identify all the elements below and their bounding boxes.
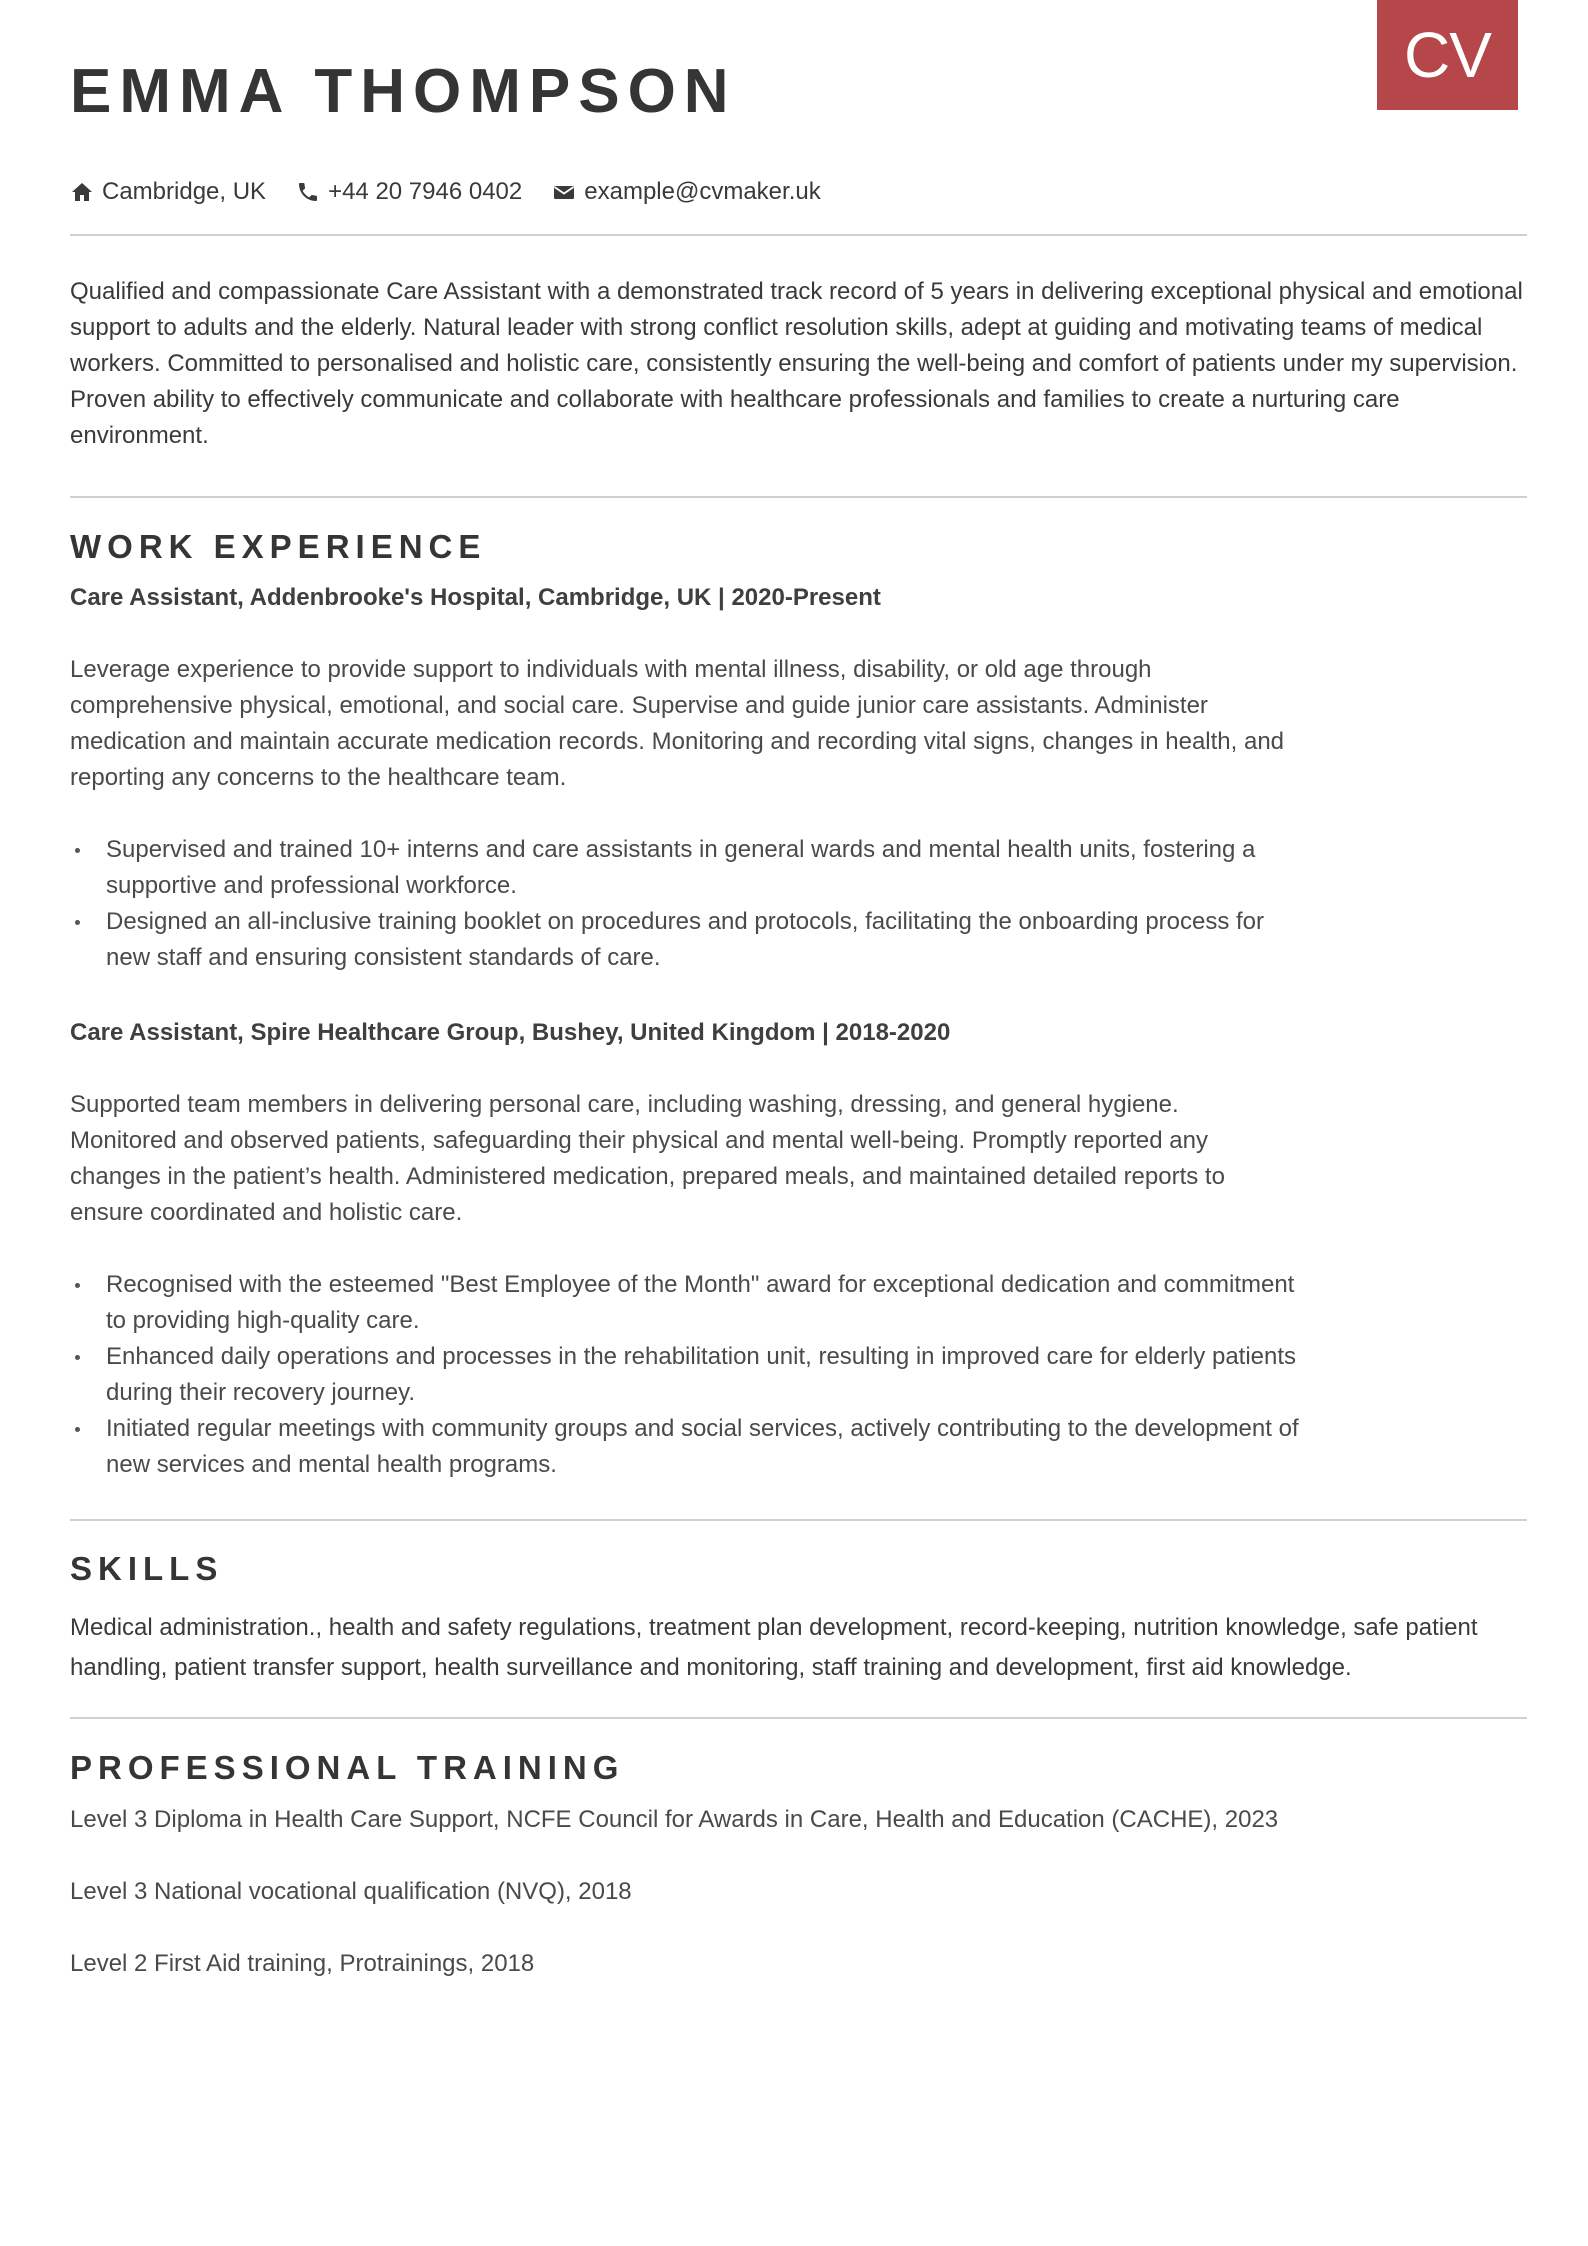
list-item: Supervised and trained 10+ interns and care assistants in general wards and mental health units, fostering a supportive and professional workforce. bbox=[70, 832, 1310, 904]
home-icon bbox=[70, 181, 94, 203]
divider bbox=[70, 1519, 1527, 1521]
divider bbox=[70, 234, 1527, 236]
achievement-list bbox=[70, 832, 1310, 976]
phone-icon bbox=[296, 180, 320, 204]
cv-badge: CV bbox=[1377, 0, 1518, 110]
skills-list: Medical administration., health and safety regulations, treatment plan development, record-keeping, nutrition knowledge, safe patient handling, patient transfer support, health surveillance and monitoring, staff training and development, first aid knowledge. bbox=[70, 1614, 1478, 1681]
achievement-list bbox=[70, 1267, 1310, 1483]
divider bbox=[70, 1717, 1527, 1719]
training-item: Level 3 Diploma in Health Care Support, NCFE Council for Awards in Care, Health and Education (CACHE), 2023 bbox=[70, 1806, 1279, 1833]
training-item: Level 3 National vocational qualification (NVQ), 2018 bbox=[70, 1878, 632, 1905]
contact-phone bbox=[296, 178, 522, 206]
profile-summary: Qualified and compassionate Care Assistant with a demonstrated track record of 5 years in delivering exceptional physical and emotional support to adults and the elderly. Natural leader with strong conflict resolution skills, adept at guiding and motivating teams of medical workers. Committed to personalised and holistic care, consistently ensuring the well-being and comfort of patients under my supervision. Proven ability to effectively communicate and collaborate with healthcare professionals and families to create a nurturing care environment. bbox=[70, 278, 1523, 449]
list-item: Designed an all-inclusive training booklet on procedures and protocols, facilitating the onboarding process for new staff and ensuring consistent standards of care. bbox=[70, 904, 1310, 976]
list-item: Recognised with the esteemed "Best Employee of the Month" award for exceptional dedication and commitment to providing high-quality care. bbox=[70, 1267, 1310, 1339]
section-title-work-experience: WORK EXPERIENCE bbox=[70, 528, 487, 565]
list-item: Initiated regular meetings with community groups and social services, actively contributing to the development of new services and mental health programs. bbox=[70, 1411, 1310, 1483]
contact-location bbox=[70, 178, 266, 206]
section-title-skills: SKILLS bbox=[70, 1550, 224, 1587]
job-description: Leverage experience to provide support to individuals with mental illness, disability, or old age through comprehensive physical, emotional, and social care. Supervise and guide junior care assistants. Administer medication and maintain accurate medication records. Monitoring and recording vital signs, changes in health, and reporting any concerns to the healthcare team. bbox=[70, 656, 1285, 791]
job-description: Supported team members in delivering personal care, including washing, dressing, and general hygiene. Monitored and observed patients, safeguarding their physical and mental well-being. Promptly reported any changes in the patient’s health. Administered medication, prepared meals, and maintained detailed reports to ensure coordinated and holistic care. bbox=[70, 1091, 1225, 1226]
job-title: Care Assistant, Spire Healthcare Group, Bushey, United Kingdom | 2018-2020 bbox=[70, 1019, 951, 1046]
email-link[interactable]: example@cvmaker.uk bbox=[584, 178, 821, 205]
training-item: Level 2 First Aid training, Protrainings, 2018 bbox=[70, 1950, 535, 1977]
location-text: Cambridge, UK bbox=[102, 178, 267, 205]
list-item: Enhanced daily operations and processes in the rehabilitation unit, resulting in improved care for elderly patients during their recovery journey. bbox=[70, 1339, 1310, 1411]
section-title-professional-training: PROFESSIONAL TRAINING bbox=[70, 1749, 625, 1786]
phone-text[interactable]: +44 20 7946 0402 bbox=[328, 178, 523, 205]
mail-icon bbox=[552, 182, 576, 202]
divider bbox=[70, 496, 1527, 498]
contact-bar bbox=[70, 178, 851, 206]
candidate-name: EMMA THOMPSON bbox=[70, 57, 737, 126]
contact-email bbox=[552, 178, 820, 206]
job-title: Care Assistant, Addenbrooke's Hospital, Cambridge, UK | 2020-Present bbox=[70, 584, 881, 611]
